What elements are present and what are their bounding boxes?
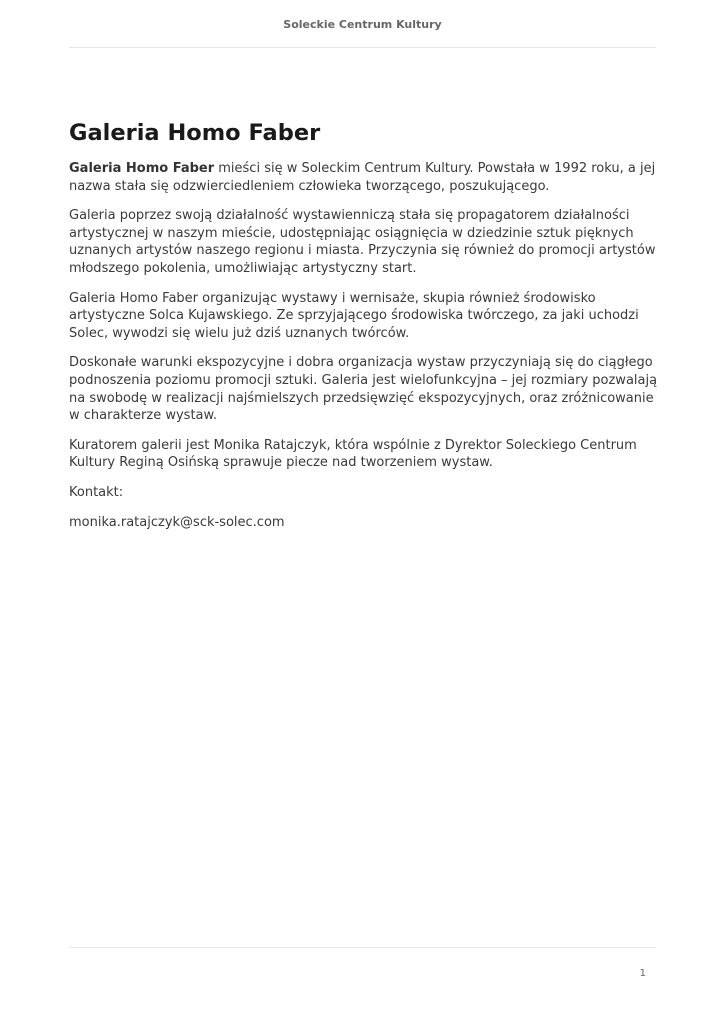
paragraph-conditions: Doskonałe warunki ekspozycyjne i dobra organizacja wystaw przyczyniają się do ciągłego podnoszenia poziomu promocji sztuki. Galeria jest wielofunkcyjna – jej rozmiary pozwalają na swobodę w realizacji najśmielszych przedsięwzięć ekspozycyjnych, oraz zróżnicowanie w charakterze wystaw. [69,355,658,424]
paragraph-exhibitions: Galeria Homo Faber organizując wystawy i wernisaże, skupia również środowisko artystyczne Solca Kujawskiego. Ze sprzyjającego środowiska twórczego, za jaki uchodzi Solec, wywodzi się wielu już dziś uznanych twórców. [69,290,639,341]
footer-divider [69,947,656,948]
intro-bold-name: Galeria Homo Faber [69,161,215,176]
page-header-site-name: Soleckie Centrum Kultury [283,18,442,31]
article [69,120,661,543]
intro-paragraph [69,160,661,195]
header-divider [69,47,656,48]
page-title: Galeria Homo Faber [69,120,321,146]
intro-text: mieści się w Soleckim Centrum Kultury. Powstała w 1992 roku, a jej nazwa stała się odzwierciedleniem człowieka tworzącego, poszukującego. [69,161,656,194]
contact-label: Kontakt: [69,484,124,500]
page-number: 1 [639,968,646,979]
paragraph-curator: Kuratorem galerii jest Monika Ratajczyk, która wspólnie z Dyrektor Soleckiego Centrum Kultury Reginą Osińską sprawuje piecze nad tworzeniem wystaw. [69,437,637,471]
paragraph-activity: Galeria poprzez swoją działalność wystawienniczą stała się propagatorem działalności artystycznej w naszym mieście, udostępniając osiągnięcia w dziedzinie sztuk pięknych uznanych artystów naszego regionu i miasta. Przyczynia się również do promocji artystów młodszego pokolenia, umożliwiając artystyczny start. [69,208,656,276]
contact-email[interactable]: monika.ratajczyk@sck-solec.com [69,514,285,530]
